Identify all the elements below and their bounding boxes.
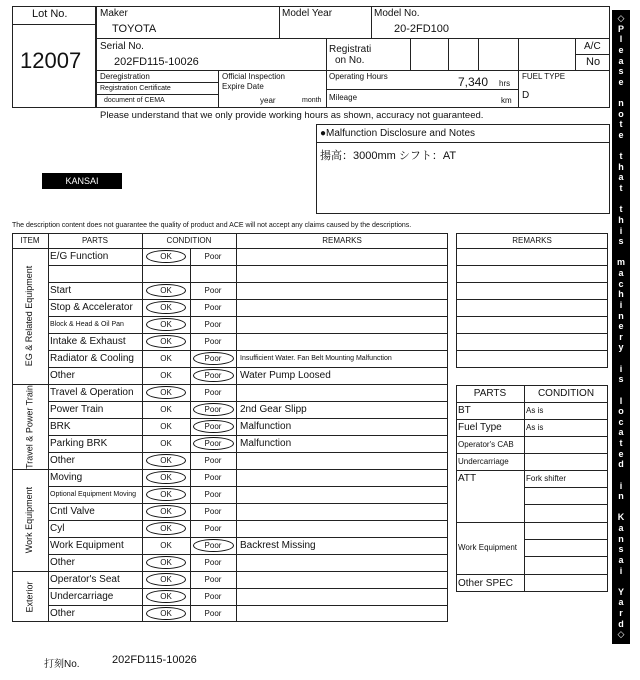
ok-circle bbox=[146, 471, 186, 484]
ok-circle bbox=[146, 284, 186, 297]
right-part-name: Fuel Type bbox=[458, 422, 502, 433]
ok-option[interactable]: OK bbox=[160, 541, 172, 550]
right-part-condition bbox=[526, 522, 606, 539]
part-name: Other bbox=[50, 455, 76, 466]
part-name: Stop & Accelerator bbox=[50, 302, 133, 313]
maker-value: TOYOTA bbox=[112, 23, 157, 35]
part-name: Intake & Exhaust bbox=[50, 336, 126, 347]
side-banner-char: e bbox=[618, 321, 624, 332]
side-banner-char: s bbox=[618, 236, 624, 247]
side-banner-char: l bbox=[619, 395, 623, 406]
ok-circle bbox=[146, 590, 186, 603]
maker-label: Maker bbox=[100, 8, 128, 19]
right-part-condition bbox=[526, 436, 606, 453]
location-badge-text: KANSAI bbox=[65, 176, 99, 186]
side-banner-text bbox=[612, 14, 630, 640]
mileage-unit: km bbox=[501, 96, 512, 105]
ok-option[interactable]: OK bbox=[160, 592, 172, 601]
side-banner-char: a bbox=[618, 268, 624, 278]
poor-option[interactable]: Poor bbox=[204, 507, 222, 516]
side-banner bbox=[612, 10, 630, 644]
side-banner-char bbox=[620, 471, 623, 480]
side-banner-char: n bbox=[618, 310, 624, 321]
side-banner-char: i bbox=[619, 565, 623, 576]
deregistration-line2: Registration Certificate bbox=[100, 85, 171, 92]
ok-option[interactable]: OK bbox=[160, 286, 172, 295]
table-header-remarks: REMARKS bbox=[322, 236, 362, 245]
side-banner-char: e bbox=[618, 129, 624, 140]
right-part-name: Undercarriage bbox=[458, 457, 509, 466]
ok-option[interactable]: OK bbox=[160, 422, 172, 431]
operating-hours-unit: hrs bbox=[499, 79, 511, 88]
ok-option[interactable]: OK bbox=[160, 507, 172, 516]
ok-option[interactable]: OK bbox=[160, 575, 172, 584]
side-banner-char: ◇ bbox=[617, 13, 625, 23]
side-banner-char: ◇ bbox=[617, 629, 625, 640]
table-header-parts: PARTS bbox=[82, 236, 108, 245]
poor-option[interactable]: Poor bbox=[204, 541, 222, 550]
ok-option[interactable]: OK bbox=[160, 490, 172, 499]
side-banner-char bbox=[620, 195, 623, 204]
ok-option[interactable]: OK bbox=[160, 456, 172, 465]
table-header-condition: CONDITION bbox=[166, 236, 212, 245]
part-name: Parking BRK bbox=[50, 438, 108, 449]
ok-option[interactable]: OK bbox=[160, 320, 172, 329]
right-part-condition bbox=[526, 453, 606, 470]
stamp-value: 202FD115-10026 bbox=[112, 654, 197, 666]
side-banner-char: h bbox=[618, 214, 624, 225]
ok-circle bbox=[146, 607, 186, 620]
ok-option[interactable]: OK bbox=[160, 388, 172, 397]
right-part-condition bbox=[526, 574, 606, 591]
poor-option[interactable]: Poor bbox=[204, 320, 222, 329]
right-part-name: BT bbox=[458, 405, 471, 416]
side-banner-char: e bbox=[618, 44, 624, 55]
inspection-label-1: Official Inspection bbox=[222, 72, 285, 81]
side-banner-char: e bbox=[618, 448, 624, 459]
lot-label: Lot No. bbox=[32, 8, 68, 20]
remark-text bbox=[240, 282, 446, 299]
poor-option[interactable]: Poor bbox=[204, 286, 222, 295]
ok-circle bbox=[146, 318, 186, 331]
ok-option[interactable]: OK bbox=[160, 252, 172, 261]
deregistration-label: Deregistration bbox=[100, 72, 150, 81]
side-banner-char: h bbox=[618, 161, 624, 172]
side-banner-char bbox=[620, 88, 623, 97]
part-name: Cntl Valve bbox=[50, 506, 95, 517]
poor-circle bbox=[193, 420, 234, 433]
side-banner-char: o bbox=[618, 406, 624, 417]
side-banner-char: r bbox=[619, 331, 623, 342]
ok-option[interactable]: OK bbox=[160, 473, 172, 482]
ok-circle bbox=[146, 386, 186, 399]
table-header-item: ITEM bbox=[20, 236, 40, 245]
poor-option[interactable]: Poor bbox=[204, 490, 222, 499]
side-banner-char bbox=[620, 386, 623, 395]
side-banner-char: l bbox=[619, 34, 623, 45]
ok-option[interactable]: OK bbox=[160, 609, 172, 618]
right-remarks-frame bbox=[456, 233, 608, 368]
part-name: Moving bbox=[50, 472, 83, 483]
side-banner-char: c bbox=[618, 278, 624, 289]
disclaimer: The description content does not guarantee the quality of product and ACE will not accept any claims caused by the descriptions. bbox=[12, 222, 412, 229]
poor-option[interactable]: Poor bbox=[204, 558, 222, 567]
poor-option[interactable]: Poor bbox=[204, 252, 222, 261]
side-banner-char: a bbox=[618, 554, 624, 565]
remark-text: Malfunction bbox=[240, 421, 292, 432]
remark-text bbox=[240, 265, 446, 282]
side-banner-char: o bbox=[618, 108, 624, 119]
remark-text bbox=[240, 571, 446, 588]
ok-circle bbox=[146, 301, 186, 314]
side-banner-char: a bbox=[618, 55, 624, 66]
remark-text: Backrest Missing bbox=[240, 540, 316, 551]
registration-label-1: Registrati bbox=[329, 44, 372, 55]
stamp-label: 打刻No. bbox=[44, 659, 80, 670]
side-banner-char: i bbox=[619, 480, 623, 491]
ok-circle bbox=[146, 522, 186, 535]
side-banner-char: n bbox=[618, 491, 624, 502]
part-name: Work Equipment bbox=[50, 540, 124, 551]
ac-value: No bbox=[586, 56, 601, 68]
ok-option[interactable]: OK bbox=[160, 371, 172, 380]
side-banner-char: n bbox=[618, 533, 624, 544]
ok-circle bbox=[146, 573, 186, 586]
part-name: Radiator & Cooling bbox=[50, 353, 134, 364]
poor-circle bbox=[193, 539, 234, 552]
side-banner-char: t bbox=[619, 151, 623, 162]
ok-circle bbox=[146, 556, 186, 569]
side-banner-char: s bbox=[618, 374, 624, 385]
right-condition-header: CONDITION bbox=[537, 388, 595, 399]
model-no-label: Model No. bbox=[374, 8, 420, 19]
remark-text bbox=[240, 248, 446, 265]
malfunction-title: ●Malfunction Disclosure and Notes bbox=[320, 128, 475, 139]
side-banner-char: Y bbox=[617, 586, 624, 597]
operating-hours-value: 7,340 bbox=[458, 75, 489, 89]
part-name: Other bbox=[50, 370, 76, 381]
side-banner-char: i bbox=[619, 225, 623, 236]
remark-text bbox=[240, 333, 446, 350]
ok-circle bbox=[146, 505, 186, 518]
right-part-condition: As is bbox=[526, 406, 544, 415]
deregistration-line3: document of CEMA bbox=[104, 97, 165, 104]
right-part-condition: Fork shifter bbox=[526, 474, 567, 483]
remark-text bbox=[240, 452, 446, 469]
remark-text bbox=[240, 588, 446, 605]
remark-text bbox=[240, 486, 446, 503]
side-banner-char: a bbox=[618, 172, 624, 183]
right-remarks-header: REMARKS bbox=[512, 236, 552, 245]
right-part-name: Other SPEC bbox=[458, 577, 514, 589]
remark-text: Insufficient Water. Fan Belt Mounting Malfunction bbox=[240, 355, 392, 362]
side-banner-char bbox=[620, 503, 623, 512]
registration-label-2: on No. bbox=[335, 55, 365, 66]
poor-option[interactable]: Poor bbox=[204, 371, 222, 380]
part-name: Cyl bbox=[50, 523, 65, 534]
part-name: Start bbox=[50, 285, 72, 296]
working-hours-notice: Please understand that we only provide working hours as shown, accuracy not guaranteed. bbox=[100, 110, 484, 121]
side-banner-char: a bbox=[618, 597, 624, 608]
inspection-year: year bbox=[260, 96, 276, 105]
remark-text bbox=[240, 299, 446, 316]
fuel-type-label: FUEL TYPE bbox=[522, 72, 566, 81]
right-part-name: ATT bbox=[458, 473, 477, 484]
part-name: Travel & Operation bbox=[50, 387, 134, 398]
ok-option[interactable]: OK bbox=[160, 558, 172, 567]
remark-text bbox=[240, 503, 446, 520]
side-banner-char bbox=[620, 577, 623, 586]
remark-text bbox=[240, 554, 446, 571]
poor-circle bbox=[193, 437, 234, 450]
side-banner-char: t bbox=[619, 438, 623, 448]
group-label: Travel & Power Train bbox=[24, 384, 35, 469]
ok-option[interactable]: OK bbox=[160, 439, 172, 448]
side-banner-char bbox=[620, 248, 623, 257]
side-banner-char: a bbox=[618, 523, 624, 533]
serial-label: Serial No. bbox=[100, 41, 144, 52]
side-banner-char: K bbox=[617, 512, 625, 523]
side-banner-char: d bbox=[618, 459, 624, 470]
side-banner-char: s bbox=[618, 544, 624, 555]
side-banner-char bbox=[620, 354, 623, 363]
ok-option[interactable]: OK bbox=[160, 354, 172, 363]
side-banner-char: a bbox=[618, 427, 624, 438]
poor-option[interactable]: Poor bbox=[204, 439, 222, 448]
poor-circle bbox=[193, 369, 234, 382]
part-name bbox=[50, 265, 140, 282]
ok-option[interactable]: OK bbox=[160, 405, 172, 414]
ok-circle bbox=[146, 488, 186, 501]
location-badge bbox=[42, 173, 122, 189]
side-banner-char: e bbox=[618, 76, 624, 87]
ok-option[interactable]: OK bbox=[160, 337, 172, 346]
remark-text: Water Pump Loosed bbox=[240, 370, 331, 381]
group-label: EG & Related Equipment bbox=[24, 265, 35, 367]
serial-value: 202FD115-10026 bbox=[114, 56, 199, 68]
part-name: Other bbox=[50, 557, 76, 568]
group-label: Work Equipment bbox=[24, 486, 35, 554]
group-label: Exterior bbox=[24, 581, 35, 613]
model-no-value: 20-2FD100 bbox=[394, 23, 450, 35]
part-name: Block & Head & Oil Pan bbox=[50, 321, 124, 328]
right-part-name: Operator's CAB bbox=[458, 440, 514, 449]
remark-text: Malfunction bbox=[240, 438, 292, 449]
part-name: Power Train bbox=[50, 404, 104, 415]
side-banner-char: t bbox=[619, 204, 623, 215]
part-name: E/G Function bbox=[50, 251, 109, 262]
ok-circle bbox=[146, 335, 186, 348]
remark-text bbox=[240, 605, 446, 622]
lot-number: 12007 bbox=[20, 48, 82, 73]
part-name: Other bbox=[50, 608, 76, 619]
part-name: Undercarriage bbox=[50, 591, 114, 602]
poor-option[interactable]: Poor bbox=[204, 473, 222, 482]
poor-option[interactable]: Poor bbox=[204, 388, 222, 397]
side-banner-char: m bbox=[616, 257, 625, 268]
inspection-month: month bbox=[302, 97, 322, 104]
inspection-label-2: Expire Date bbox=[222, 82, 264, 91]
poor-option[interactable]: Poor bbox=[204, 524, 222, 533]
ok-circle bbox=[146, 454, 186, 467]
poor-option[interactable]: Poor bbox=[204, 354, 222, 363]
right-part-name: Work Equipment bbox=[458, 543, 517, 552]
remark-text bbox=[240, 469, 446, 486]
fuel-type-value: D bbox=[522, 90, 530, 101]
poor-option[interactable]: Poor bbox=[204, 456, 222, 465]
side-banner-char: i bbox=[619, 299, 623, 310]
poor-option[interactable]: Poor bbox=[204, 405, 222, 414]
side-banner-char: P bbox=[617, 23, 624, 34]
poor-circle bbox=[193, 403, 234, 416]
poor-option[interactable]: Poor bbox=[204, 337, 222, 346]
part-name: BRK bbox=[50, 421, 71, 432]
model-year-label: Model Year bbox=[282, 8, 333, 19]
part-name: Operator's Seat bbox=[50, 574, 120, 585]
side-banner-char: i bbox=[619, 363, 623, 374]
ok-option[interactable]: OK bbox=[160, 524, 172, 533]
side-banner-char bbox=[620, 142, 623, 151]
remark-text: 2nd Gear Slipp bbox=[240, 404, 307, 415]
side-banner-char: c bbox=[618, 416, 624, 427]
side-banner-char: h bbox=[618, 289, 624, 300]
poor-option[interactable]: Poor bbox=[204, 609, 222, 618]
malfunction-note: 揚高：3000mm シフト：AT bbox=[320, 150, 457, 162]
side-banner-char: s bbox=[618, 66, 624, 77]
poor-option[interactable]: Poor bbox=[204, 422, 222, 431]
poor-circle bbox=[193, 352, 234, 365]
ac-label: A/C bbox=[584, 41, 601, 52]
ok-option[interactable]: OK bbox=[160, 303, 172, 312]
side-banner-char: y bbox=[618, 342, 624, 353]
side-banner-char: n bbox=[618, 98, 624, 108]
right-part-condition: As is bbox=[526, 423, 544, 432]
side-banner-char: t bbox=[619, 119, 623, 130]
part-name: Optional Equipment Moving bbox=[50, 491, 136, 498]
right-parts-header: PARTS bbox=[473, 388, 507, 399]
ok-circle bbox=[146, 250, 186, 263]
remark-text bbox=[240, 316, 446, 333]
side-banner-char: d bbox=[618, 618, 624, 629]
remark-text bbox=[240, 520, 446, 537]
mileage-label: Mileage bbox=[329, 93, 358, 102]
poor-option[interactable]: Poor bbox=[204, 575, 222, 584]
side-banner-char: r bbox=[619, 608, 623, 618]
poor-option[interactable]: Poor bbox=[204, 592, 222, 601]
remark-text bbox=[240, 384, 446, 401]
side-banner-char: t bbox=[619, 183, 623, 193]
operating-hours-label: Operating Hours bbox=[329, 72, 388, 81]
poor-option[interactable]: Poor bbox=[204, 303, 222, 312]
